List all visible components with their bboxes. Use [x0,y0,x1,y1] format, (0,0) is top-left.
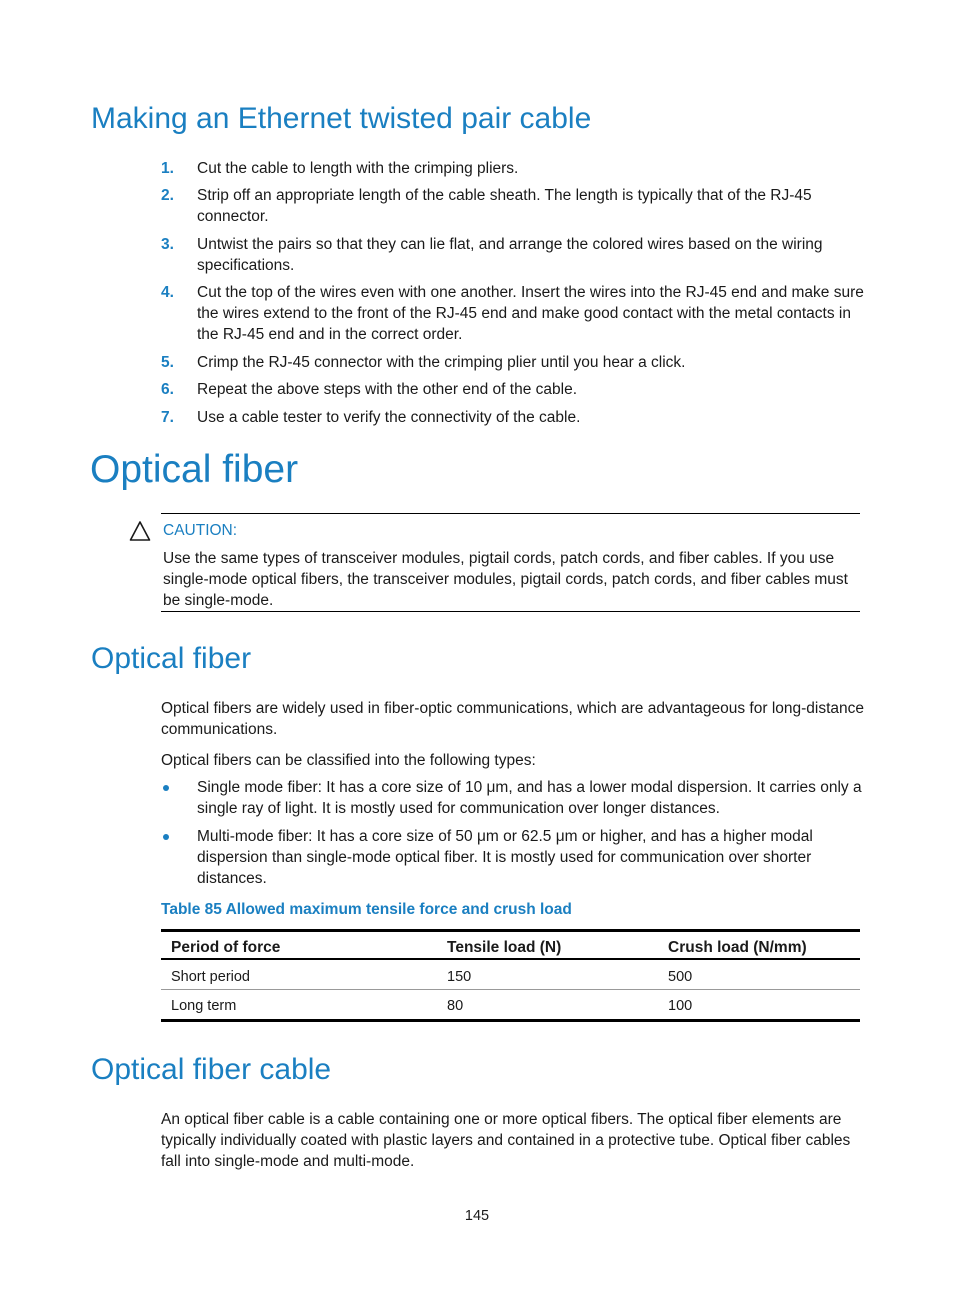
list-item [161,185,871,227]
warning-triangle-icon [129,520,151,542]
table-cell: 100 [668,998,693,1014]
table-cell: 150 [447,969,472,985]
optical-fiber-intro: Optical fibers are widely used in fiber-optic communications, which are advantageous for long-distance communications. [161,700,865,738]
list-item [161,379,871,400]
list-item [161,777,871,819]
bullet-icon [163,785,169,791]
page-number: 145 [464,1208,490,1224]
step-number: 1. [161,160,174,177]
step-text: Untwist the pairs so that they can lie flat, and arrange the colored wires based on the wiring specifications. [197,236,823,274]
table-bottom-rule [161,1019,860,1022]
bullet-text: Single mode fiber: It has a core size of 10 μm, and has a lower modal dispersion. It carries only a single ray of light. It is mostly used for communication over longer distances. [197,779,862,817]
step-text: Cut the top of the wires even with one another. Insert the wires into the RJ-45 end and make sure the wires extend to the front of the RJ-45 end and make good contact with the metal contacts in the RJ-45 end and in the correct order. [197,284,864,343]
step-number: 4. [161,284,174,301]
list-item [161,282,871,345]
table-header-period: Period of force [171,939,281,956]
caution-top-rule [161,513,860,514]
table-top-rule [161,929,860,932]
table-header-rule [161,958,860,960]
table-header-tensile: Tensile load (N) [447,939,562,956]
caution-label: CAUTION: [163,522,238,539]
table-header-crush: Crush load (N/mm) [668,939,807,956]
optical-fiber-types-intro: Optical fibers can be classified into the following types: [161,752,536,769]
caution-bottom-rule [161,611,860,612]
step-text: Crimp the RJ-45 connector with the crimping plier until you hear a click. [197,354,686,371]
page-title: Optical fiber [90,448,299,491]
bullet-text: Multi-mode fiber: It has a core size of 50 μm or 62.5 μm or higher, and has a higher modal dispersion than single-mode optical fiber. It is mostly used for communication over shorter distances. [197,828,813,887]
table-cell: Short period [171,969,250,985]
table-cell: Long term [171,998,237,1014]
section-heading-ethernet: Making an Ethernet twisted pair cable [91,102,592,135]
step-text: Cut the cable to length with the crimping pliers. [197,160,519,177]
step-text: Repeat the above steps with the other end of the cable. [197,381,578,398]
list-item [161,826,871,889]
list-item [161,352,871,373]
caution-text: Use the same types of transceiver modules, pigtail cords, patch cords, and fiber cables. If you use single-mode optical fibers, the transceiver modules, pigtail cords, patch cords, and fiber cables must be single-mode. [163,550,848,609]
list-item [161,407,871,428]
list-item [161,158,871,179]
table-caption: Table 85 Allowed maximum tensile force and crush load [161,901,572,918]
table-row-divider [161,989,860,990]
optical-fiber-cable-text: An optical fiber cable is a cable containing one or more optical fibers. The optical fiber elements are typically individually coated with plastic layers and contained in a protective tube. Optical fiber cables fall into single-mode and multi-mode. [161,1111,851,1170]
section-heading-optical-fiber-cable: Optical fiber cable [91,1053,332,1086]
list-item [161,234,871,276]
step-number: 2. [161,187,174,204]
step-number: 7. [161,409,174,426]
bullet-icon [163,834,169,840]
table-cell: 80 [447,998,464,1014]
table-cell: 500 [668,969,693,985]
step-text: Strip off an appropriate length of the cable sheath. The length is typically that of the RJ-45 connector. [197,187,812,225]
step-number: 6. [161,381,174,398]
step-number: 3. [161,236,174,253]
step-text: Use a cable tester to verify the connectivity of the cable. [197,409,581,426]
section-heading-optical-fiber: Optical fiber [91,642,252,675]
step-number: 5. [161,354,174,371]
